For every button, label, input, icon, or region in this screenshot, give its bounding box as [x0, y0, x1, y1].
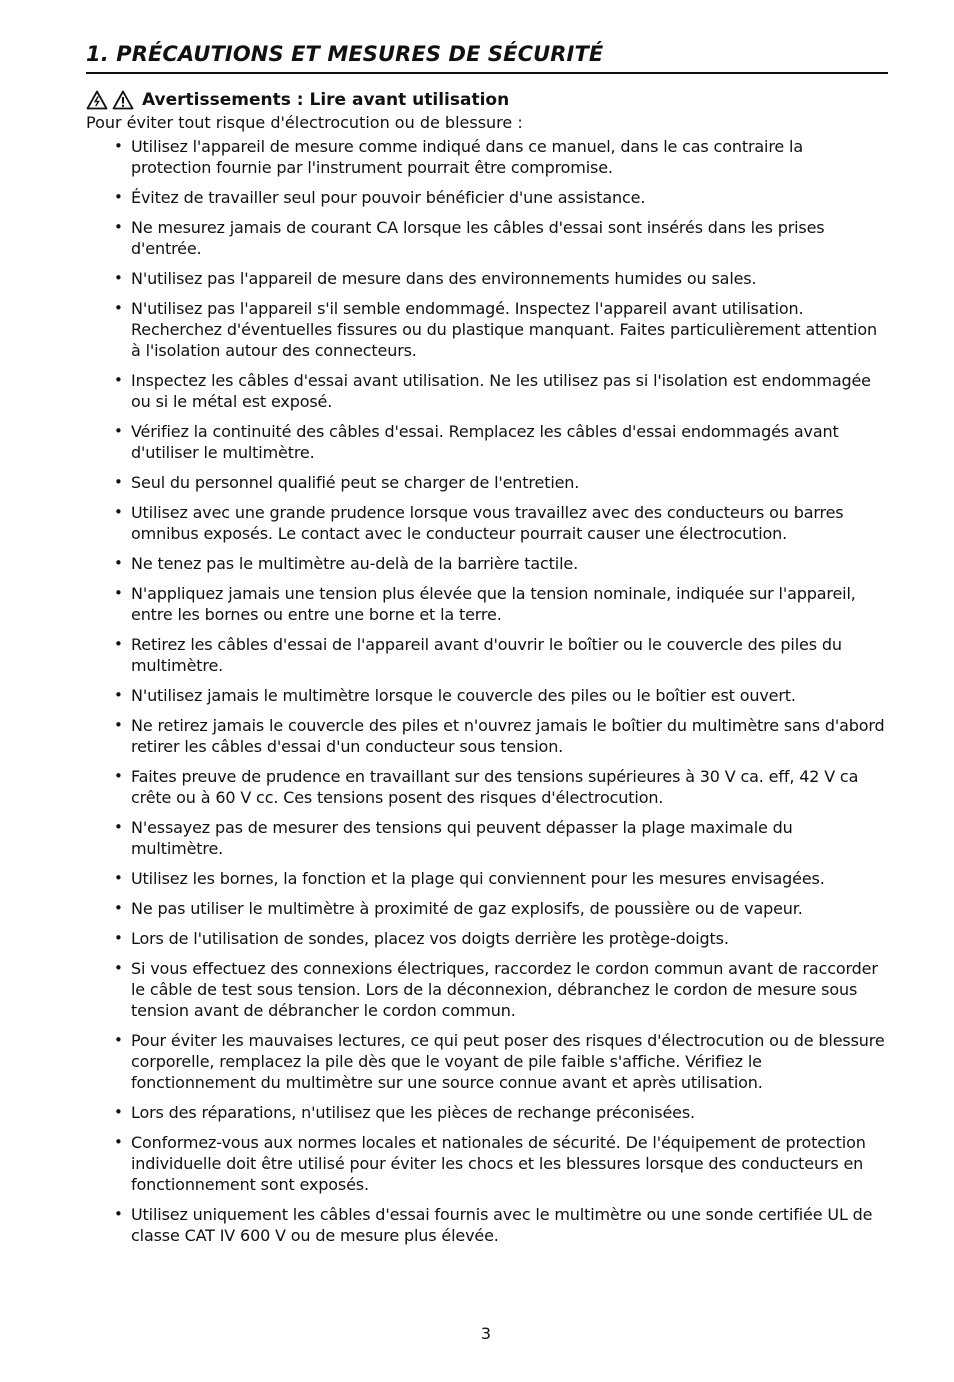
list-item: [114, 928, 888, 949]
bullet-marker: •: [114, 137, 123, 155]
manual-page: [86, 40, 888, 1255]
bullet-marker: •: [114, 371, 123, 389]
list-item-text: Évitez de travailler seul pour pouvoir bénéficier d'une assistance.: [131, 188, 646, 207]
bullet-marker: •: [114, 218, 123, 236]
bullet-marker: •: [114, 584, 123, 602]
list-item: [114, 1132, 888, 1195]
bullet-marker: •: [114, 1205, 123, 1223]
page-number: 3: [480, 1324, 492, 1343]
bullet-marker: •: [114, 269, 123, 287]
list-item-text: Lors de l'utilisation de sondes, placez vos doigts derrière les protège-doigts.: [131, 929, 729, 948]
bullet-marker: •: [114, 899, 123, 917]
list-item: [114, 370, 888, 412]
bullet-marker: •: [114, 767, 123, 785]
list-item: [114, 1030, 888, 1093]
list-item: [114, 715, 888, 757]
list-item-text: N'utilisez pas l'appareil de mesure dans des environnements humides ou sales.: [131, 269, 757, 288]
list-item-text: Lors des réparations, n'utilisez que les pièces de rechange préconisées.: [131, 1103, 695, 1122]
list-item: [114, 634, 888, 676]
list-item-text: Utilisez l'appareil de mesure comme indiqué dans ce manuel, dans le cas contraire la protection fournie par l'instrument pourrait être compromise.: [131, 137, 803, 177]
electric-shock-warning-icon: [86, 90, 108, 110]
bullet-marker: •: [114, 1133, 123, 1151]
bullet-marker: •: [114, 635, 123, 653]
list-item: [114, 553, 888, 574]
list-item: [114, 958, 888, 1021]
bullet-marker: •: [114, 716, 123, 734]
list-item-text: Ne pas utiliser le multimètre à proximité de gaz explosifs, de poussière ou de vapeur.: [131, 899, 803, 918]
list-item: [114, 766, 888, 808]
bullet-marker: •: [114, 818, 123, 836]
list-item: [114, 187, 888, 208]
list-item-text: Ne retirez jamais le couvercle des piles et n'ouvrez jamais le boîtier du multimètre sans d'abord retirer les câbles d'essai d'un conducteur sous tension.: [131, 716, 885, 756]
list-item: [114, 298, 888, 361]
list-item-text: Ne tenez pas le multimètre au-delà de la barrière tactile.: [131, 554, 579, 573]
bullet-marker: •: [114, 503, 123, 521]
bullet-marker: •: [114, 686, 123, 704]
list-item: [114, 868, 888, 889]
list-item-text: N'appliquez jamais une tension plus élevée que la tension nominale, indiquée sur l'appareil, entre les bornes ou entre une borne et la terre.: [131, 584, 856, 624]
list-item: [114, 1204, 888, 1246]
bullet-marker: •: [114, 959, 123, 977]
warning-heading-text: Avertissements : Lire avant utilisation: [142, 90, 510, 110]
list-item-text: Vérifiez la continuité des câbles d'essai. Remplacez les câbles d'essai endommagés avant d'utiliser le multimètre.: [131, 422, 839, 462]
bullet-marker: •: [114, 188, 123, 206]
list-item-text: Ne mesurez jamais de courant CA lorsque les câbles d'essai sont insérés dans les prises d'entrée.: [131, 218, 825, 258]
bullet-marker: •: [114, 473, 123, 491]
warning-intro: Pour éviter tout risque d'électrocution ou de blessure :: [86, 113, 523, 132]
list-item: [114, 136, 888, 178]
list-item-text: Si vous effectuez des connexions électriques, raccordez le cordon commun avant de raccorder le câble de test sous tension. Lors de la déconnexion, débranchez le cordon de mesure sous tension avant de débrancher le cordon commun.: [131, 959, 878, 1020]
list-item-text: Utilisez avec une grande prudence lorsque vous travaillez avec des conducteurs ou barres omnibus exposés. Le contact avec le conducteur pourrait causer une électrocution.: [131, 503, 844, 543]
list-item: [114, 217, 888, 259]
warning-icons: [86, 90, 134, 110]
bullet-marker: •: [114, 422, 123, 440]
list-item: [114, 583, 888, 625]
list-item-text: N'utilisez jamais le multimètre lorsque le couvercle des piles ou le boîtier est ouvert.: [131, 686, 796, 705]
bullet-marker: •: [114, 299, 123, 317]
bullet-marker: •: [114, 869, 123, 887]
list-item-text: N'essayez pas de mesurer des tensions qui peuvent dépasser la plage maximale du multimètre.: [131, 818, 793, 858]
list-item: [114, 472, 888, 493]
list-item-text: Retirez les câbles d'essai de l'appareil avant d'ouvrir le boîtier ou le couvercle des piles du multimètre.: [131, 635, 842, 675]
list-item: [114, 268, 888, 289]
list-item: [114, 502, 888, 544]
bullet-marker: •: [114, 929, 123, 947]
list-item: [114, 685, 888, 706]
list-item-text: Faites preuve de prudence en travaillant sur des tensions supérieures à 30 V ca. eff, 42 V ca crête ou à 60 V cc. Ces tensions posent des risques d'électrocution.: [131, 767, 859, 807]
section-title: 1. PRÉCAUTIONS ET MESURES DE SÉCURITÉ: [86, 40, 888, 74]
safety-bullet-list: [86, 136, 888, 1246]
list-item-text: Pour éviter les mauvaises lectures, ce qui peut poser des risques d'électrocution ou de blessure corporelle, remplacez la pile dès que le voyant de pile faible s'affiche. Vérifiez le fonctionnement du multimètre sur une source connue avant et après utilisation.: [131, 1031, 885, 1092]
list-item-text: Inspectez les câbles d'essai avant utilisation. Ne les utilisez pas si l'isolation est endommagée ou si le métal est exposé.: [131, 371, 871, 411]
list-item-text: Utilisez uniquement les câbles d'essai fournis avec le multimètre ou une sonde certifiée UL de classe CAT IV 600 V ou de mesure plus élevée.: [131, 1205, 873, 1245]
list-item-text: Conformez-vous aux normes locales et nationales de sécurité. De l'équipement de protection individuelle doit être utilisé pour éviter les chocs et les blessures lorsque des conducteurs en fonctionnement sont exposés.: [131, 1133, 866, 1194]
bullet-marker: •: [114, 1031, 123, 1049]
list-item: [114, 1102, 888, 1123]
list-item: [114, 421, 888, 463]
list-item-text: Utilisez les bornes, la fonction et la plage qui conviennent pour les mesures envisagées.: [131, 869, 825, 888]
list-item-text: Seul du personnel qualifié peut se charger de l'entretien.: [131, 473, 580, 492]
warning-heading: [86, 88, 888, 112]
list-item: [114, 817, 888, 859]
bullet-marker: •: [114, 1103, 123, 1121]
warning-triangle-icon: [112, 90, 134, 110]
bullet-marker: •: [114, 554, 123, 572]
list-item-text: N'utilisez pas l'appareil s'il semble endommagé. Inspectez l'appareil avant utilisation. Recherchez d'éventuelles fissures ou du plastique manquant. Faites particulièrement attention à l'isolation autour des connecteurs.: [131, 299, 877, 360]
list-item: [114, 898, 888, 919]
